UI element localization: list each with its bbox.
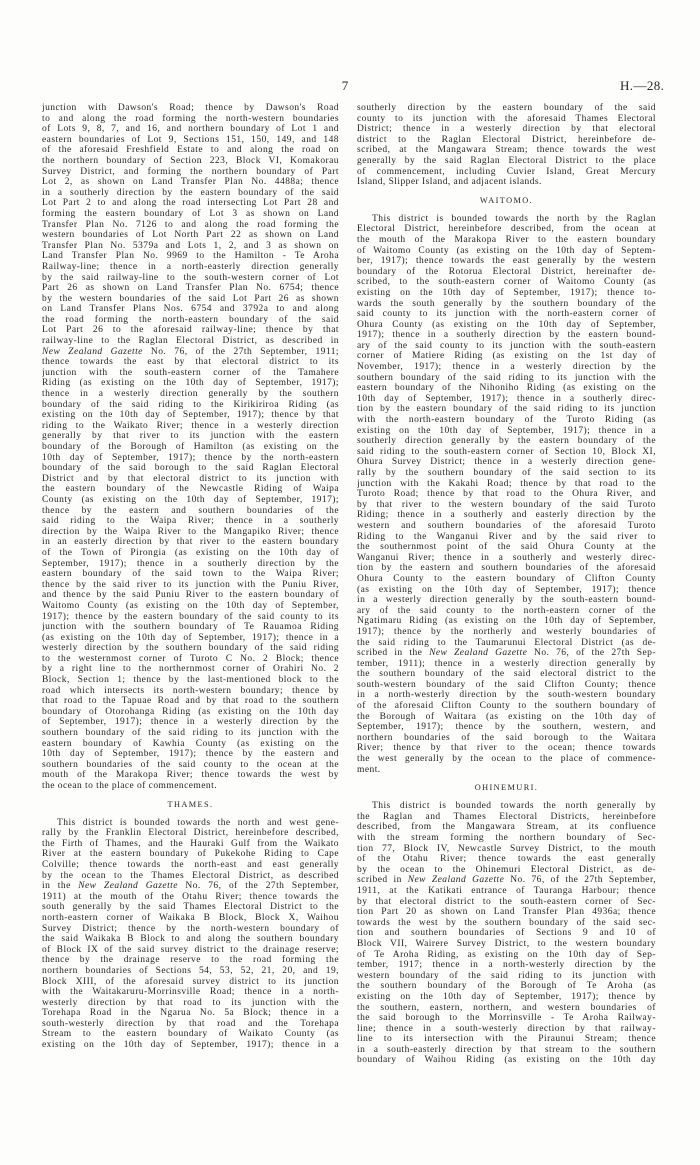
text-line: south-westerly direction by that road and the Torehapa: [42, 1018, 339, 1029]
text-line: Block XIII, of the aforesaid survey district to its junction: [42, 976, 339, 987]
text-line: south-western boundary of the said Clifton County; thence: [357, 679, 656, 690]
text-line: Block VII, Wairere Survey District, to the western boundary: [357, 938, 656, 949]
text-line: River; thence by that river to the ocean; thence towards: [357, 743, 656, 754]
text-line: junction with Dawson's Road; thence by Dawson's Road: [42, 103, 339, 113]
text-line: Ngatimaru Riding (as existing on the 10th day of September,: [357, 616, 656, 627]
text-line: Torehapa Road in the Ngarua No. 5a Block; thence in a: [42, 1008, 339, 1019]
text-line: southerly direction generally by the eastern boundary of the: [357, 436, 656, 447]
thames-boundary-description: [42, 818, 339, 1051]
text-line: 1917); thence in a southerly direction by the eastern bound-: [357, 330, 656, 341]
text-line: tember, 1917; thence in a north-westerly direction by the: [357, 960, 656, 971]
text-line: Part 26 as shown on Land Transfer Plan No. 6754; thence: [42, 283, 339, 294]
text-line: ment.: [357, 764, 381, 775]
text-line: southern boundaries of the said county to the ocean at the: [42, 759, 339, 770]
text-line: junction with the south-eastern corner of the Tamahere: [42, 367, 339, 378]
text-line: the northern boundary of Section 223, Block VI, Komakorau: [42, 155, 339, 166]
text-line: the Firth of Thames, and the Hauraki Gulf from the Waikato: [42, 838, 339, 849]
gazette-title-italic: New Zealand Gazette: [429, 648, 528, 659]
text-line: 1917); thence by the northerly and westerly boundaries of: [357, 626, 656, 637]
text-line: direction by the Waipa River to the Mangapiko River; thence: [42, 526, 339, 537]
text-line: riding to the Waikato River; thence in a westerly direction: [42, 420, 339, 431]
text-line: [357, 875, 656, 886]
text-line: the Raglan and Thames Electoral Districts, hereinbefore: [357, 811, 656, 822]
text-line: of the aforesaid Freshfield Estate to and along the road on: [42, 145, 339, 156]
text-line: of the Town of Pirongia (as existing on the 10th day of: [42, 547, 339, 558]
text-line: [357, 648, 656, 659]
text-line: with the stream forming the northern boundary of Sec-: [357, 833, 656, 843]
waitomo-boundary-description: [357, 214, 656, 775]
section-heading-thames: THAMES.: [167, 799, 214, 809]
text-line: the southern boundary of the Borough of Te Aroha (as: [357, 981, 656, 992]
text-line: [42, 347, 339, 358]
right-column: [357, 103, 656, 1066]
text-segment: scribed in the: [357, 648, 430, 659]
text-line: Land Transfer Plan No. 9969 to the Hamilton - Te Aroha: [42, 251, 339, 262]
text-line: tion by the eastern boundary of the said riding to its junction: [357, 404, 656, 415]
text-line: Riding (as existing on the 10th day of September, 1917);: [42, 378, 339, 389]
text-line: eastern boundary of the Nihoniho Riding (as existing on the: [357, 383, 656, 394]
text-line: tion by the eastern and southern boundaries of the aforesaid: [357, 563, 656, 574]
text-line: wards the south generally by the southern boundary of the: [357, 298, 656, 309]
text-line: thence by the eastern and southern boundaries of the: [42, 505, 339, 516]
text-line: 10th day of September, 1917); thence by the eastern and: [42, 749, 339, 760]
text-line: Lot Part 2 to and along the road intersecting Lot Part 28 and: [42, 198, 339, 209]
text-line: with the north-eastern boundary of the Turoto Riding (as: [357, 415, 656, 426]
text-line: by that river to the western boundary of the said Turoto: [357, 499, 656, 510]
text-line: the southern boundary of the said electoral district to the: [357, 669, 656, 680]
text-line: 1911, at the Katikati entrance of Tauranga Harbour; thence: [357, 885, 656, 896]
text-line: eastern boundaries of Lot 9, Sections 151, 150, 149, and 148: [42, 134, 339, 145]
text-line: scribed, at the Mangawara Stream; thence towards the west: [357, 145, 656, 156]
text-line: Waitomo County (as existing on the 10th day of September,: [42, 600, 339, 611]
text-line: south generally by the said Thames Electoral District to the: [42, 902, 339, 913]
section-heading-waitomo: WAITOMO.: [479, 195, 534, 205]
text-line: Survey District, and forming the northern boundary of Part: [42, 166, 339, 177]
text-segment: No. 76, of the 27th September, 1911;: [142, 346, 339, 357]
text-line: towards the west by the southern boundary of the said sec-: [357, 917, 656, 928]
text-line: western and southern boundaries of the aforesaid Turoto: [357, 520, 656, 531]
text-line: 10th day of September, 1917); thence by the north-eastern: [42, 452, 339, 463]
text-line: tion 77, Block IV, Newcastle Survey District, to the mouth: [357, 843, 656, 854]
text-segment: No. 76, of the 27th Sep-: [527, 648, 656, 659]
text-line: ary of the said county to the north-eastern corner of the: [357, 605, 656, 616]
text-line: northern boundaries of the said borough to the Waitara: [357, 732, 656, 743]
text-line: rally by the southern boundary of the said section to its: [357, 468, 656, 478]
text-line: generally by that river to its junction with the eastern: [42, 431, 339, 442]
text-line: the ocean to the place of commencement.: [42, 781, 218, 791]
text-line: Riding to the Wanganui River and by the said river to: [357, 531, 656, 542]
text-line: District; thence in a westerly direction by that electoral: [357, 124, 656, 135]
text-line: ber, 1917); thence towards the east generally by the western: [357, 256, 656, 267]
text-line: Transfer Plan No. 5379a and Lots 1, 2, and 3 as shown on: [42, 240, 339, 251]
text-line: (as existing on the 10th day of September, 1917); thence: [357, 584, 656, 595]
gazette-title-italic: New Zealand Gazette: [42, 346, 143, 357]
gazette-title-italic: New Zealand Gazette: [407, 875, 505, 886]
text-line: county to its junction with the aforesaid Thames Electoral: [357, 113, 656, 124]
text-line: in a south-easterly direction by that stream to the southern: [357, 1044, 656, 1055]
text-line: by the ocean to the Thames Electoral District, as described: [42, 870, 339, 881]
text-line: western boundaries of Lot North Part 22 as shown on Land: [42, 230, 339, 241]
text-line: of Waitomo County (as existing on the 10th day of Septem-: [357, 245, 656, 256]
text-line: Colville; thence towards the north-east and east generally: [42, 859, 339, 870]
text-line: that road to the Tapuae Road and by that road to the southern: [42, 696, 339, 707]
text-line: Lot Part 26 to the aforesaid railway-line; thence by that: [42, 325, 339, 336]
text-line: existing on the 10th day of September, 1917); thence in a: [357, 425, 656, 436]
text-line: line; thence in a south-westerly direction by that railway-: [357, 1023, 656, 1034]
text-line: the southern, eastern, northern, and western boundaries of: [357, 1002, 656, 1013]
text-line: of commencement, including Cuvier Island, Great Mercury: [357, 166, 656, 177]
text-line: district to the Raglan Electoral District, hereinbefore de-: [357, 134, 656, 145]
text-line: to and along the road forming the north-western boundaries: [42, 113, 339, 124]
text-line: of Te Aroha Riding, as existing on the 10th day of Sep-: [357, 949, 656, 960]
text-line: Electoral District, hereinbefore described, from the ocean at: [357, 224, 656, 235]
text-line: and thence by the said Puniu River to the eastern boundary of: [42, 590, 339, 601]
text-line: line to its intersection with the Piraunui Stream; thence: [357, 1034, 656, 1045]
text-line: of the aforesaid Clifton County to the southern boundary of: [357, 701, 656, 712]
text-line: said riding to the south-eastern corner of Section 10, Block XI,: [357, 446, 656, 457]
text-line: existing on the 10th day of September, 1917); thence in a: [42, 1040, 339, 1051]
text-segment: No. 76, of the 27th September,: [504, 875, 656, 886]
text-line: the southernmost point of the said Ohura County at the: [357, 542, 656, 553]
text-line: forming the eastern boundary of Lot 3 as shown on Land: [42, 208, 339, 219]
text-line: thence in a westerly direction generally by the southern: [42, 389, 339, 400]
text-line: of the Otahu River; thence towards the east generally: [357, 854, 656, 865]
text-line: Lot 2, as shown on Land Transfer Plan No. 4488a; thence: [42, 177, 339, 188]
text-line: the eastern boundary of the Newcastle Riding of Waipa: [42, 484, 339, 495]
text-line: rally by the Franklin Electoral District, hereinbefore described,: [42, 828, 339, 839]
continued-boundary-description: [42, 103, 339, 792]
gazette-title-italic: New Zealand Gazette: [78, 881, 178, 892]
text-line: River at the eastern boundary of Pukekohe Riding to Cape: [42, 849, 339, 860]
text-line: Turoto Road; thence by that road to the Ohura River, and: [357, 489, 656, 500]
text-line: in a westerly direction generally by the south-eastern bound-: [357, 595, 656, 606]
text-line: This district is bounded towards the north by the Raglan: [372, 213, 656, 224]
thames-boundary-description-continued: [357, 103, 656, 188]
text-line: Block, Section 1; thence by the last-mentioned block to the: [42, 675, 339, 686]
left-column: [42, 103, 339, 1051]
text-line: 10th day of September, 1917); thence in a southerly direc-: [357, 393, 656, 404]
text-line: in an easterly direction by that river to the eastern boundary: [42, 537, 339, 548]
text-line: Transfer Plan No. 7126 to and along the road forming the: [42, 219, 339, 230]
text-line: [42, 881, 339, 892]
text-line: the Borough of Waitara (as existing on the 10th day of: [357, 711, 656, 722]
page-number: 7: [341, 78, 349, 93]
text-line: of Block IX of the said survey district to the drainage reserve;: [42, 944, 339, 955]
text-line: generally by the said Raglan Electoral District to the place: [357, 155, 656, 166]
text-line: This district is bounded towards the north and west gene-: [57, 817, 339, 828]
text-line: existing on the 10th day of September, 1917); thence to-: [357, 287, 656, 298]
text-line: boundary of the Rotorua Electoral District, hereinafter de-: [357, 266, 656, 277]
text-line: Ohura County (as existing on the 10th day of September,: [357, 319, 656, 330]
text-line: in a southerly direction by the eastern boundary of the said: [42, 187, 339, 198]
text-line: the west generally by the ocean to the place of commence-: [357, 754, 656, 765]
text-line: District and by that electoral district to its junction with: [42, 473, 339, 484]
text-line: Ohura County to the eastern boundary of Clifton County: [357, 573, 656, 584]
text-line: November, 1917); thence in a westerly direction by the: [357, 362, 656, 373]
text-line: boundary of the said riding to the Kirikiriroa Riding (as: [42, 399, 339, 410]
section-heading-ohinemuri: OHINEMURI.: [474, 783, 539, 793]
text-line: mouth of the Marakopa River; thence towards the west by: [42, 770, 339, 781]
text-line: the said riding to the Taumarunui Electoral District (as de-: [357, 637, 656, 648]
text-line: junction with the Kakahi Road; thence by that road to the: [357, 478, 656, 489]
text-line: tion and southern boundaries of Sections 9 and 10 of: [357, 928, 656, 939]
text-line: 1917); thence by the eastern boundary of the said county to its: [42, 611, 339, 622]
text-line: the said borough to the Morrinsville - Te Aroha Railway-: [357, 1013, 656, 1024]
text-line: Ohura Survey District; thence in a westerly direction gene-: [357, 457, 656, 468]
text-line: by the said railway-line to the south-western corner of Lot: [42, 272, 339, 283]
text-line: western boundary of the said riding to its junction with: [357, 970, 656, 981]
text-line: southern boundary of the said riding to its junction with the: [42, 728, 339, 739]
text-line: north-eastern corner of Waikaka B Block, Block X, Waihou: [42, 912, 339, 923]
text-segment: scribed in: [357, 875, 408, 886]
text-line: September, 1917); thence in a southerly direction by the: [42, 558, 339, 569]
text-line: by the ocean to the Ohinemuri Electoral District, as de-: [357, 864, 656, 875]
text-line: boundary of the said borough to the said Raglan Electoral: [42, 463, 339, 474]
ohinemuri-boundary-description: [357, 801, 656, 1066]
text-line: in a north-westerly direction by the south-western boundary: [357, 690, 656, 701]
text-line: by a right line to the northernmost corner of Orahiri No. 2: [42, 664, 339, 675]
text-line: thence by the said river to its junction with the Puniu River,: [42, 579, 339, 590]
text-line: to the westernmost corner of Turoto C No. 2 Block; thence: [42, 653, 339, 664]
text-segment: No. 76, of the 27th September,: [177, 881, 339, 892]
text-line: 1911) at the mouth of the Otahu River; thence towards the: [42, 891, 339, 902]
text-line: September, 1917); thence by the southern, western, and: [357, 722, 656, 733]
text-line: westerly direction by that road to its junction with the: [42, 997, 339, 1008]
text-line: road which intersects its north-western boundary; thence by: [42, 685, 339, 696]
text-line: northern boundaries of Sections 54, 53, 52, 21, 20, and 19,: [42, 965, 339, 976]
text-line: with the Waitakaruru-Morrinsville Road; thence in a north-: [42, 987, 339, 998]
text-line: boundary of Otorohanga Riding (as existing on the 10th day: [42, 706, 339, 717]
text-line: This district is bounded towards the north generally by: [372, 801, 656, 812]
text-line: boundary of Waihou Riding (as existing on the 10th day: [357, 1055, 656, 1066]
text-line: eastern boundary of the said town to the Waipa River;: [42, 569, 339, 580]
text-line: southern boundary of the said riding to its junction with the: [357, 372, 656, 383]
text-line: Stream to the eastern boundary of Waikato County (as: [42, 1029, 339, 1040]
text-line: County (as existing on the 10th day of September, 1917);: [42, 494, 339, 505]
text-line: scribed, to the south-eastern corner of Waitomo County (as: [357, 277, 656, 288]
text-line: westerly direction by the southern boundary of the said riding: [42, 643, 339, 654]
text-line: tion Part 20 as shown on Land Transfer Plan 4936a; thence: [357, 907, 656, 918]
text-line: existing on the 10th day of September, 1917); thence by that: [42, 410, 339, 421]
text-line: corner of Matiere Riding (as existing on the 1st day of: [357, 351, 656, 362]
text-line: Wanganui River; thence in a southerly and westerly direc-: [357, 552, 656, 563]
text-line: of September, 1917); thence in a westerly direction by the: [42, 717, 339, 728]
text-line: on Land Transfer Plans Nos. 6754 and 3792a to and along: [42, 304, 339, 315]
document-reference: H.—28.: [620, 78, 665, 93]
text-line: thence towards the east by that electoral district to its: [42, 357, 339, 368]
text-line: the said Waikaka B Block to and along the southern boundary: [42, 934, 339, 945]
text-line: described, from the Mangawara Stream, at its confluence: [357, 822, 656, 833]
text-line: eastern boundary of Kawhia County (as existing on the: [42, 738, 339, 749]
text-line: ary of the said county to its junction with the south-eastern: [357, 340, 656, 351]
text-line: by the western boundaries of the said Lot Part 26 as shown: [42, 293, 339, 304]
text-line: said county to its junction with the north-eastern corner of: [357, 309, 656, 320]
text-line: tember, 1911); thence in a westerly direction generally by: [357, 658, 656, 669]
text-line: by that electoral district to the south-eastern corner of Sec-: [357, 896, 656, 907]
text-line: southerly direction by the eastern boundary of the said: [357, 103, 656, 113]
text-line: of Lots 9, 8, 7, and 16, and northern boundary of Lot 1 and: [42, 124, 339, 135]
text-line: railway-line to the Raglan Electoral District, as described in: [42, 336, 339, 347]
text-line: (as existing on the 10th day of September, 1917); thence in a: [42, 632, 339, 643]
text-line: Island, Slipper Island, and adjacent islands.: [357, 177, 542, 188]
text-line: boundary of the Borough of Hamilton (as existing on the: [42, 442, 339, 452]
text-line: Riding; thence in a southerly and easterly direction by the: [357, 510, 656, 521]
text-line: Survey District; thence by the north-western boundary of: [42, 923, 339, 934]
text-line: the mouth of the Marakopa River to the eastern boundary: [357, 234, 656, 245]
text-line: said riding to the Waipa River; thence in a southerly: [42, 516, 339, 527]
text-line: junction with the southern boundary of Te Rauamoa Riding: [42, 622, 339, 633]
text-segment: in the: [42, 881, 79, 892]
text-line: thence by the drainage reserve to the road forming the: [42, 955, 339, 966]
text-line: Railway-line; thence in a north-easterly direction generally: [42, 261, 339, 272]
text-line: the road forming the north-eastern boundary of the said: [42, 314, 339, 325]
text-line: existing on the 10th day of September, 1917); thence by: [357, 991, 656, 1002]
